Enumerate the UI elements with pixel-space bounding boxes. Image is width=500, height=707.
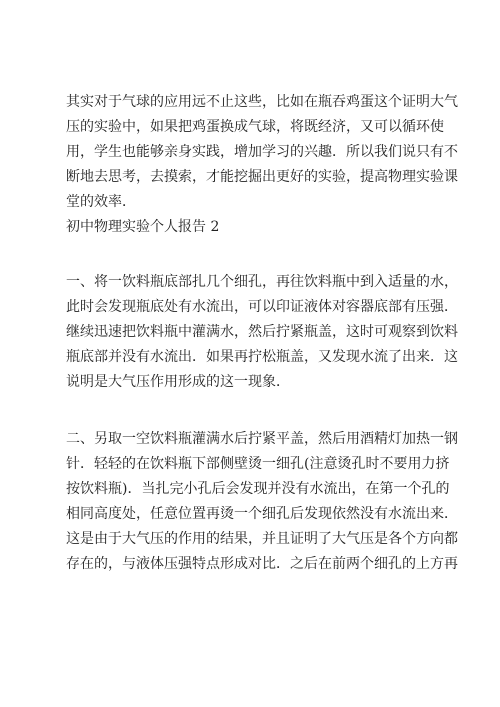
text-line: 堂的效率．	[66, 194, 136, 210]
text-line: 相同高度处，任意位置再烫一个细孔后发现依然没有水流出来．	[66, 506, 458, 522]
text-line: 二、另取一空饮料瓶灌满水后拧紧平盖，然后用酒精灯加热一钢	[66, 431, 458, 447]
text-line: 这是由于大气压的作用的结果，并且证明了大气压是各个方向都	[66, 531, 458, 547]
text-line: 按饮料瓶)．当扎完小孔后会发现并没有水流出，在第一个孔的	[66, 481, 450, 497]
text-line: 用，学生也能够亲身实践，增加学习的兴趣．所以我们说只有不	[66, 144, 458, 160]
text-line: 其实对于气球的应用远不止这些，比如在瓶吞鸡蛋这个证明大气	[66, 94, 458, 110]
text-line: 瓶底部并没有水流出．如果再拧松瓶盖，又发现水流了出来．这	[66, 349, 458, 365]
document-page	[66, 90, 458, 577]
text-line: 说明是大气压作用形成的这一现象．	[66, 374, 290, 390]
text-line: 一、将一饮料瓶底部扎几个细孔，再往饮料瓶中到入适量的水，	[66, 274, 458, 290]
text-line: 此时会发现瓶底处有水流出，可以印证液体对容器底部有压强．	[66, 299, 458, 315]
text-line: 继续迅速把饮料瓶中灌满水，然后拧紧瓶盖，这时可观察到饮料	[66, 324, 458, 340]
section-heading: 初中物理实验个人报告 2	[66, 219, 220, 235]
paragraph-balloon-application	[66, 90, 458, 215]
text-line: 针．轻轻的在饮料瓶下部侧壁烫一细孔(注意烫孔时不要用力挤	[66, 456, 450, 472]
paragraph-experiment-two	[66, 427, 458, 577]
paragraph-experiment-one	[66, 270, 458, 395]
text-line: 压的实验中，如果把鸡蛋换成气球，将既经济，又可以循环使	[66, 119, 444, 135]
text-line: 存在的，与液体压强特点形成对比．之后在前两个细孔的上方再	[66, 556, 458, 572]
text-line: 断地去思考，去摸索，才能挖掘出更好的实验，提高物理实验课	[66, 169, 458, 185]
